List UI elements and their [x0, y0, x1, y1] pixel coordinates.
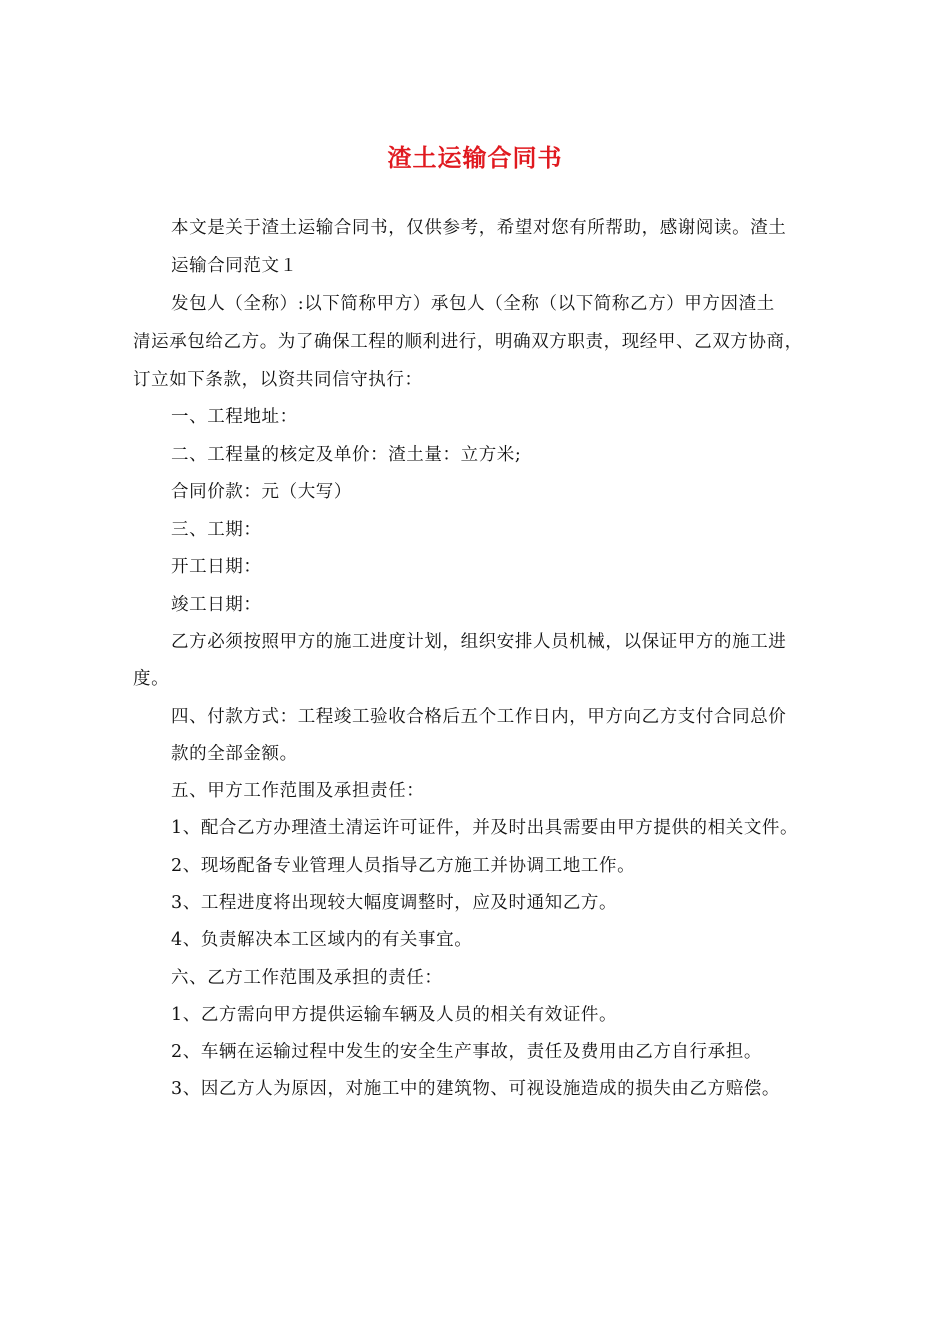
list-item: 4、负责解决本工区域内的有关事宜。	[171, 930, 473, 950]
paragraph-line: 款的全部金额。	[171, 744, 298, 764]
document-title: 渣土运输合同书	[387, 143, 563, 172]
clause-heading: 五、甲方工作范围及承担责任：	[171, 781, 425, 801]
paragraph-line: 合同价款：元（大写）	[171, 482, 352, 502]
clause-heading: 二、工程量的核定及单价：渣土量：立方米;	[171, 445, 522, 465]
paragraph-line: 订立如下条款，以资共同信守执行：	[133, 370, 423, 390]
paragraph-line: 清运承包给乙方。为了确保工程的顺利进行，明确双方职责，现经甲、乙双方协商，	[133, 332, 803, 352]
clause-heading: 四、付款方式：工程竣工验收合格后五个工作日内，甲方向乙方支付合同总价	[171, 707, 787, 727]
paragraph-line: 本文是关于渣土运输合同书，仅供参考，希望对您有所帮助，感谢阅读。渣土	[171, 218, 787, 238]
clause-heading: 一、工程地址：	[171, 407, 298, 427]
clause-heading: 三、工期：	[171, 520, 262, 540]
paragraph-line: 竣工日期：	[171, 595, 262, 615]
paragraph-line: 度。	[133, 669, 170, 689]
list-item: 1、配合乙方办理渣土清运许可证件，并及时出具需要由甲方提供的相关文件。	[171, 818, 799, 838]
paragraph-line: 乙方必须按照甲方的施工进度计划，组织安排人员机械，以保证甲方的施工进	[171, 632, 787, 652]
clause-heading: 六、乙方工作范围及承担的责任：	[171, 968, 443, 988]
paragraph-line: 运输合同范文１	[171, 256, 298, 276]
list-item: 3、工程进度将出现较大幅度调整时，应及时通知乙方。	[171, 893, 618, 913]
paragraph-line: 发包人（全称）:以下简称甲方）承包人（全称（以下简称乙方）甲方因渣土	[171, 294, 775, 314]
list-item: 1、乙方需向甲方提供运输车辆及人员的相关有效证件。	[171, 1005, 618, 1025]
paragraph-line: 开工日期：	[171, 557, 262, 577]
list-item: 2、车辆在运输过程中发生的安全生产事故，责任及费用由乙方自行承担。	[171, 1042, 762, 1062]
list-item: 2、现场配备专业管理人员指导乙方施工并协调工地工作。	[171, 856, 636, 876]
list-item: 3、因乙方人为原因，对施工中的建筑物、可视设施造成的损失由乙方赔偿。	[171, 1079, 781, 1099]
